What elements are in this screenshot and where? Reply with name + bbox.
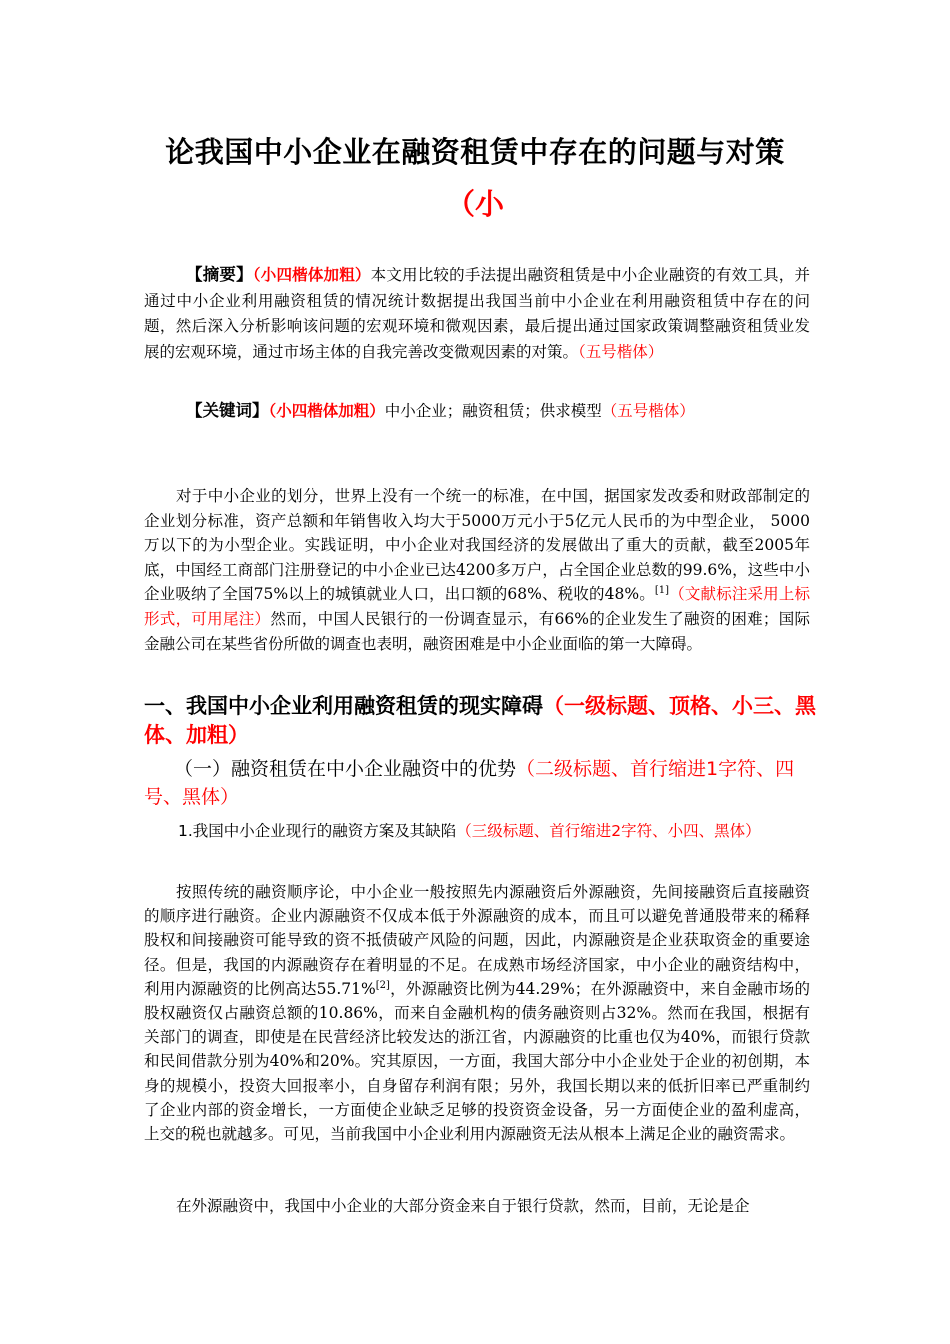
keywords-text-note: （五号楷体） bbox=[601, 402, 695, 420]
abstract-text-note: （五号楷体） bbox=[578, 342, 664, 361]
intro-text-a: 对于中小企业的划分，世界上没有一个统一的标准，在中国，据国家发改委和财政部制定的企业划分标准，资产总额和年销售收入均大于5000万元小于5亿元人民币的为中型企业， 5000万以下的为小型企业。实践证明，中小企业对我国经济的发展做出了重大的贡献，截至2005年底，中国经工商部门注册登记的中小企业已达4200多万户，占全国企业总数的99.6%，这些中小企业吸纳了全国75%以上的城镇就业人口，出口额的68%、税收的48%。 bbox=[144, 487, 810, 604]
body-1-text-a: 按照传统的融资顺序论，中小企业一般按照先内源融资后外源融资，先间接融资后直接融资的顺序进行融资。企业内源融资不仅成本低于外源融资的成本，而且可以避免普通股带来的稀释股权和间接融资可能导致的资不抵债破产风险的问题，因此，内源融资是企业获取资金的重要途径。但是，我国的内源融资存在着明显的不足。在成熟市场经济国家，中小企业的融资结构中，利用内源融资的比例高达55.71% bbox=[144, 883, 810, 998]
heading-1-format-note: （一级标题、顶格、小三、黑体、加粗） bbox=[144, 694, 816, 747]
keywords-paragraph bbox=[144, 398, 810, 424]
abstract-format-note: （小四楷体加粗） bbox=[252, 265, 371, 284]
body-paragraph-1 bbox=[144, 880, 810, 1146]
body-2-text: 在外源融资中，我国中小企业的大部分资金来自于银行贷款，然而，目前，无论是企 bbox=[176, 1197, 750, 1215]
abstract-text: 本文用比较的手法提出融资租赁是中小企业融资的有效工具，并通过中小企业利用融资租赁的情况统计数据提出我国当前中小企业在利用融资租赁中存在的问题，然后深入分析影响该问题的宏观环境和微观因素，最后提出通过国家政策调整融资租赁业发展的宏观环境，通过市场主体的自我完善改变微观因素的对策。 bbox=[144, 266, 810, 361]
abstract-label: 【摘要】 bbox=[186, 265, 253, 284]
document-title: 论我国中小企业在融资租赁中存在的问题与对策 bbox=[165, 135, 785, 169]
citation-format-note: （文献标注采用上标形式，可用尾注） bbox=[144, 585, 810, 628]
heading-2-text: （一）融资租赁在中小企业融资中的优势 bbox=[174, 758, 517, 780]
heading-3-format-note: （三级标题、首行缩进2字符、小四、黑体） bbox=[456, 822, 761, 840]
keywords-label: 【关键词】 bbox=[186, 401, 269, 420]
heading-level-1 bbox=[144, 692, 834, 750]
title-format-note: （小 bbox=[445, 187, 504, 221]
heading-level-2 bbox=[144, 755, 814, 811]
intro-text-b: 然而，中国人民银行的一份调查显示，有66%的企业发生了融资的困难；国际金融公司在某些省份所做的调查也表明，融资困难是中小企业面临的第一大障碍。 bbox=[144, 609, 810, 653]
keywords-text: 中小企业；融资租赁；供求模型 bbox=[384, 402, 602, 420]
heading-2-format-note: （二级标题、首行缩进1字符、四号、黑体） bbox=[144, 758, 795, 808]
body-paragraph-2 bbox=[144, 1194, 810, 1218]
abstract-paragraph bbox=[144, 262, 810, 365]
heading-level-3 bbox=[144, 818, 814, 844]
heading-3-text: 1.我国中小企业现行的融资方案及其缺陷 bbox=[178, 822, 457, 840]
body-1-text-b: ，外源融资比例为44.29%；在外源融资中，来自金融市场的股权融资仅占融资总额的10.86%，而来自金融机构的债务融资则占32%。然而在我国，根据有关部门的调查，即使是在民营经济比较发达的浙江省，内源融资的比重也仅为40%，而银行贷款和民间借款分别为40%和20%。究其原因，一方面，我国大部分中小企业处于企业的初创期，本身的规模小，投资大回报率小，自身留存利润有限；另外，我国长期以来的低折旧率已严重制约了企业内部的资金增长，一方面使企业缺乏足够的投资资金设备，另一方面使企业的盈利虚高，上交的税也就越多。可见，当前我国中小企业利用内源融资无法从根本上满足企业的融资需求。 bbox=[144, 979, 810, 1144]
keywords-format-note: （小四楷体加粗） bbox=[268, 401, 385, 420]
intro-paragraph bbox=[144, 484, 810, 656]
citation-1: [1] bbox=[654, 585, 670, 597]
heading-1-text: 一、我国中小企业利用融资租赁的现实障碍 bbox=[144, 694, 543, 718]
citation-2: [2] bbox=[375, 979, 390, 991]
